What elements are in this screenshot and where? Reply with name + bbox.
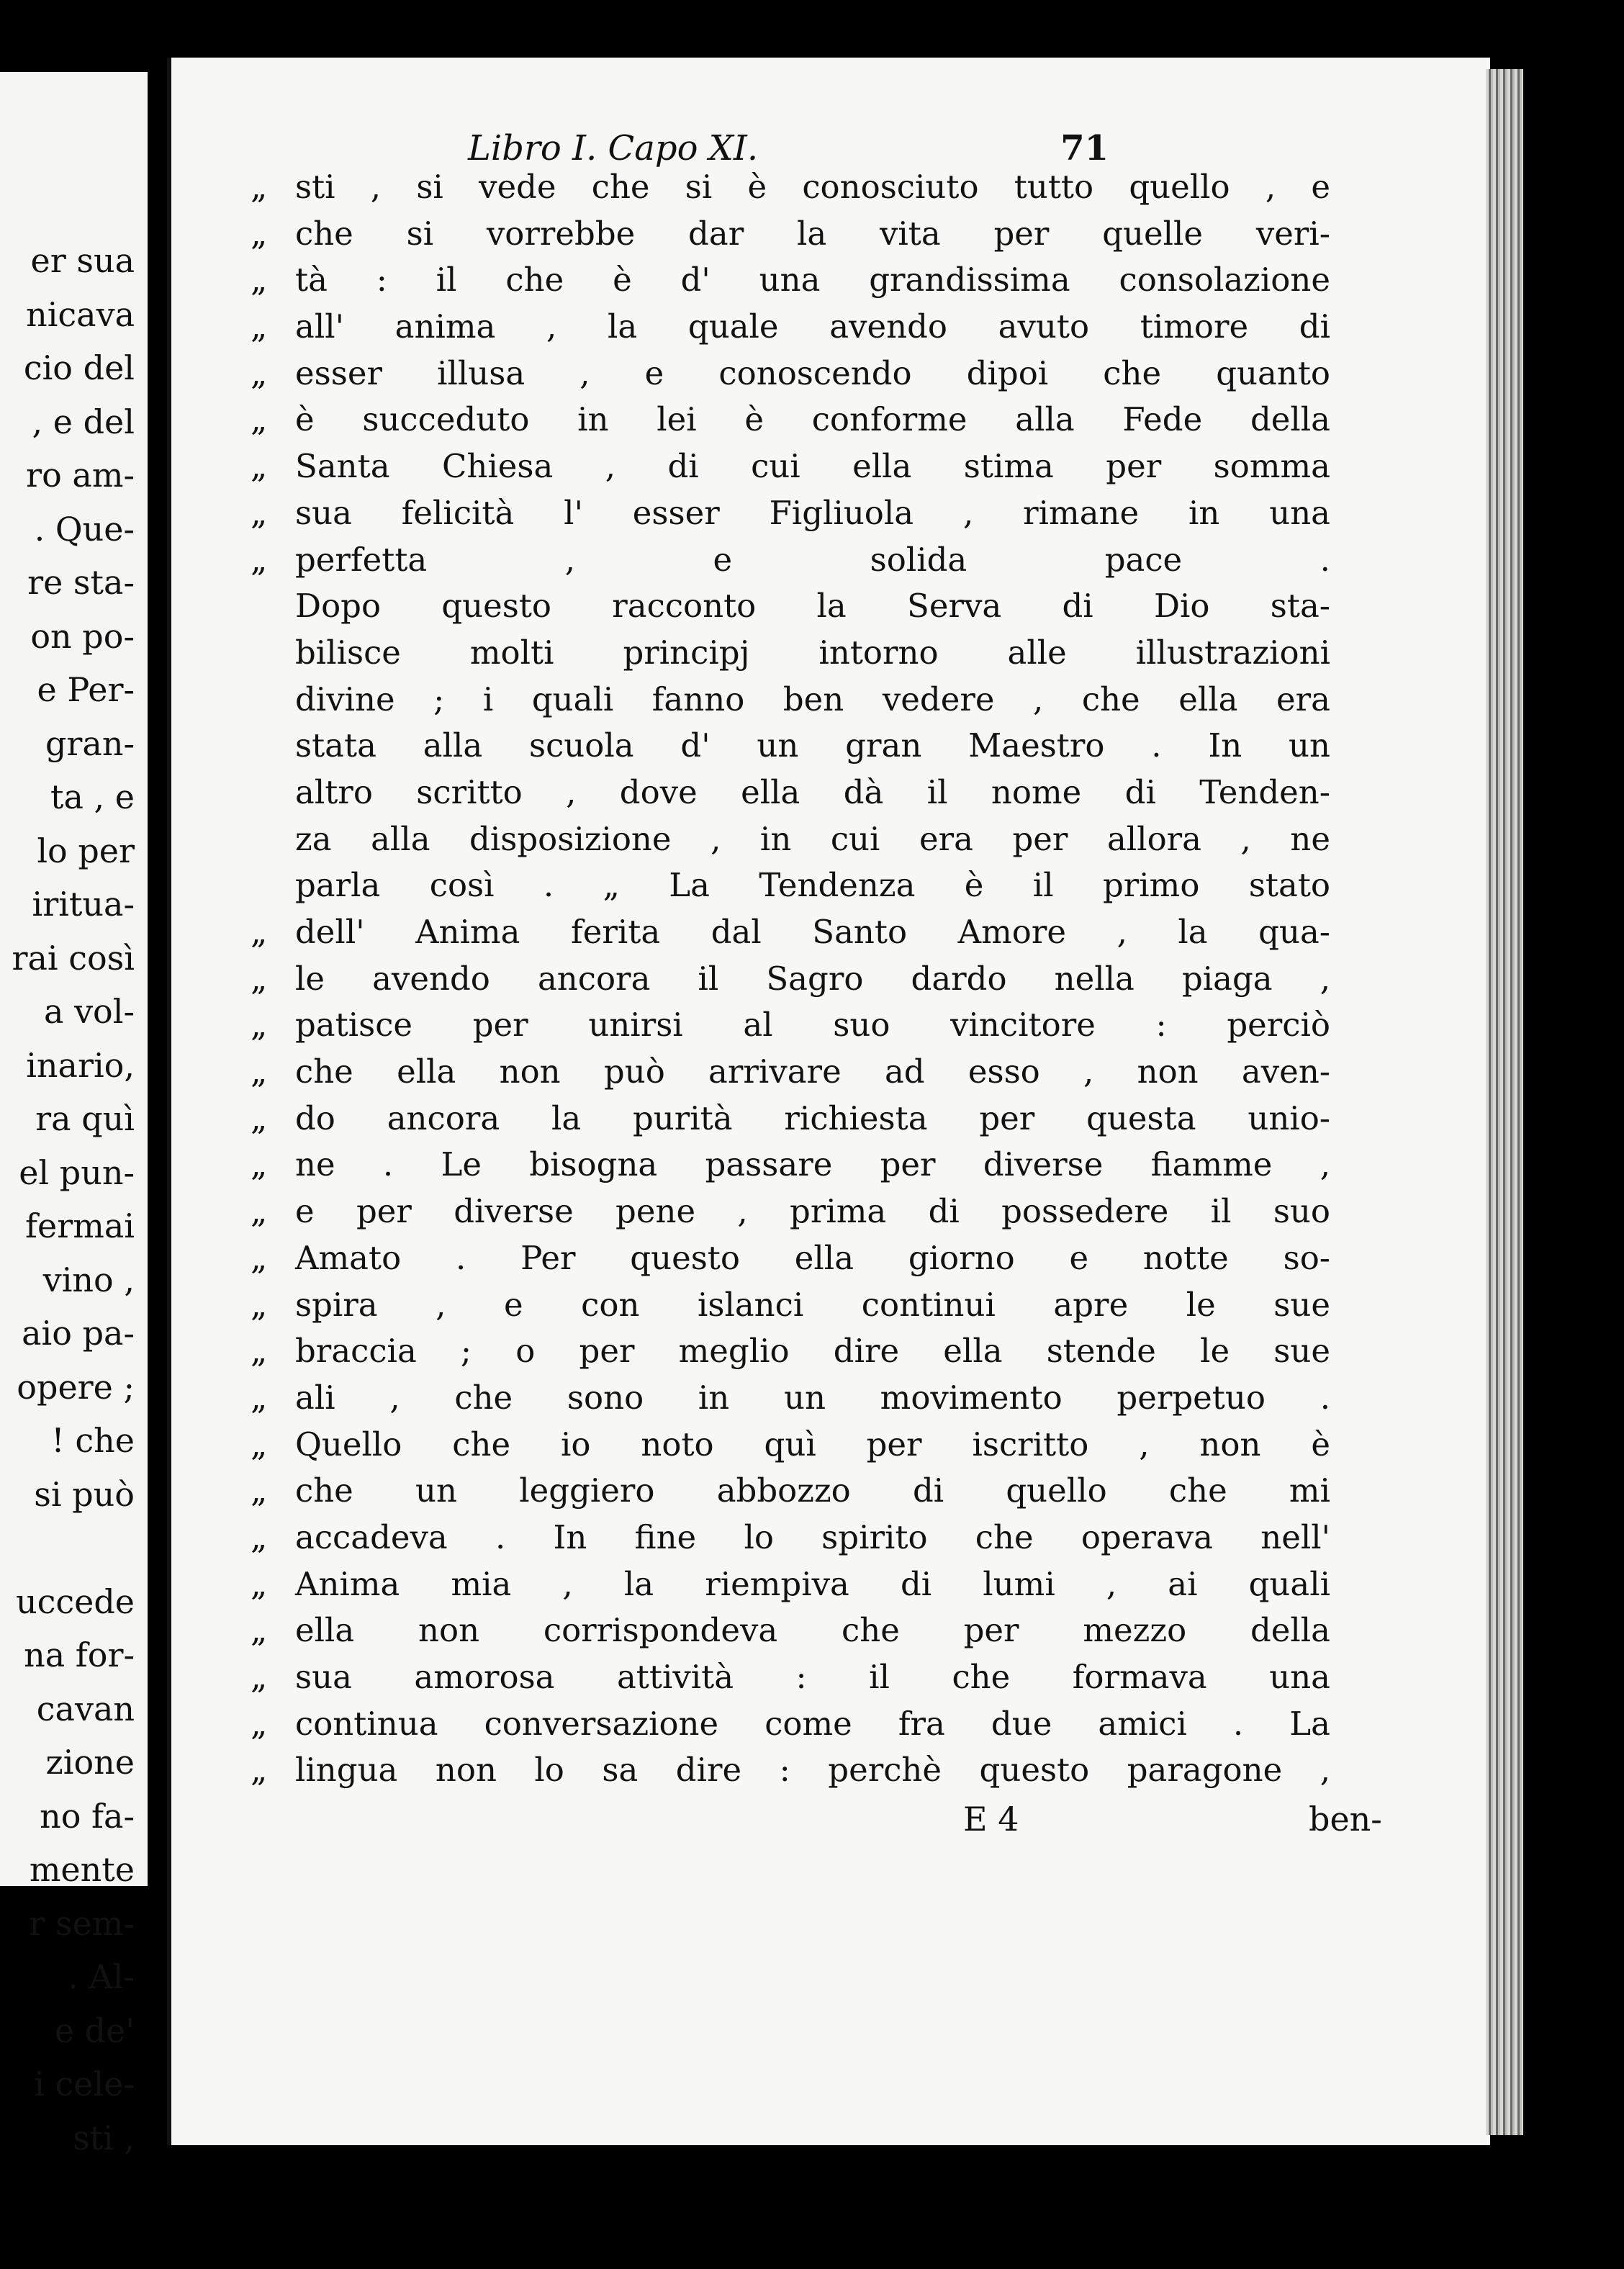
text-line: [251, 1235, 1330, 1282]
quote-mark: [251, 816, 295, 863]
text-line: [251, 1375, 1330, 1422]
text-line: [251, 537, 1330, 584]
quote-mark: „: [251, 1099, 268, 1137]
left-page-line: rai così: [12, 938, 135, 978]
text-line: [251, 211, 1330, 258]
left-page-line: ! che: [51, 1421, 135, 1460]
text-line: [251, 1188, 1330, 1235]
text-line: [251, 1049, 1330, 1096]
quote-mark: „: [251, 493, 268, 532]
quote-mark: „: [251, 1517, 268, 1556]
text-line: [251, 304, 1330, 351]
quote-mark: „: [251, 307, 268, 346]
line-text: e per diverse pene , prima di possedere il suo: [295, 1192, 1330, 1231]
left-page-line: cio del: [23, 348, 135, 387]
left-page-line: [0, 1521, 148, 1575]
left-page-line: mente: [29, 1850, 135, 1889]
text-line: [251, 1282, 1330, 1329]
left-page-line: e de': [54, 2011, 135, 2050]
line-text: parla così . „ La Tendenza è il primo stato: [295, 866, 1330, 905]
line-text: che ella non può arrivare ad esso , non aven-: [295, 1052, 1330, 1091]
quote-mark: „: [251, 1145, 268, 1184]
text-line: [251, 862, 1330, 909]
line-text: Quello che io noto quì per iscritto , non è: [295, 1425, 1330, 1463]
quote-mark: „: [251, 1052, 268, 1091]
line-text: ne . Le bisogna passare per diverse fiamme ,: [295, 1145, 1330, 1184]
left-page-line: zione: [45, 1743, 135, 1782]
line-text: stata alla scuola d' un gran Maestro . In un: [295, 726, 1330, 765]
quote-mark: „: [251, 1192, 268, 1231]
left-page-line: no fa-: [40, 1796, 135, 1836]
left-page-line: uccede: [15, 1582, 135, 1621]
left-page-line: ta , e: [50, 777, 135, 816]
left-page-line: na for-: [24, 1636, 135, 1674]
quote-mark: „: [251, 1332, 268, 1371]
quote-mark: „: [251, 261, 268, 299]
text-line: [251, 1002, 1330, 1049]
line-text: patisce per unirsi al suo vincitore : perciò: [295, 1006, 1330, 1045]
text-line: [251, 1701, 1330, 1748]
text-line: [251, 443, 1330, 490]
left-page-line: sti ,: [72, 2118, 135, 2157]
left-page-line: , e del: [32, 402, 135, 441]
left-page-line: er sua: [30, 241, 135, 280]
quote-mark: „: [251, 1564, 268, 1603]
quote-mark: [251, 677, 295, 723]
text-line: [251, 164, 1330, 211]
quote-mark: [251, 583, 295, 630]
left-page-line: ro am-: [26, 456, 135, 495]
quote-mark: „: [251, 1751, 268, 1790]
left-page-line: el pun-: [19, 1152, 135, 1192]
left-page-line: r sem-: [29, 1903, 135, 1943]
left-page-line: vino ,: [42, 1260, 135, 1299]
text-line: [251, 816, 1330, 863]
line-text: braccia ; o per meglio dire ella stende le sue: [295, 1332, 1330, 1371]
line-text: che un leggiero abbozzo di quello che mi: [295, 1471, 1330, 1510]
quote-mark: „: [251, 913, 268, 951]
quote-mark: „: [251, 353, 268, 392]
left-page-line: on po-: [30, 616, 135, 656]
quote-mark: „: [251, 1425, 268, 1463]
line-text: accadeva . In fine lo spirito che operava nell': [295, 1517, 1330, 1556]
left-page-line: iritua-: [32, 885, 135, 924]
text-line: [251, 351, 1330, 397]
page-footer: [251, 1800, 1382, 1850]
line-text: tà : il che è d' una grandissima consolazione: [295, 261, 1330, 299]
left-page-line: a vol-: [44, 992, 135, 1031]
line-text: che si vorrebbe dar la vita per quelle veri-: [295, 214, 1330, 253]
line-text: Amato . Per questo ella giorno e notte so-: [295, 1238, 1330, 1277]
line-text: è succeduto in lei è conforme alla Fede della: [295, 400, 1330, 439]
line-text: Santa Chiesa , di cui ella stima per somma: [295, 447, 1330, 486]
text-line: [251, 630, 1330, 677]
page-edge: [1486, 69, 1523, 2135]
left-page-line: opere ;: [17, 1367, 135, 1407]
quote-mark: „: [251, 214, 268, 253]
left-page-line: . Que-: [34, 509, 135, 549]
text-line: [251, 1561, 1330, 1608]
quote-mark: „: [251, 959, 268, 998]
line-text: esser illusa , e conoscendo dipoi che quanto: [295, 353, 1330, 392]
text-line: [251, 1747, 1330, 1794]
quote-mark: „: [251, 1285, 268, 1324]
line-text: sua amorosa attività : il che formava una: [295, 1658, 1330, 1696]
text-line: [251, 1654, 1330, 1701]
quote-mark: „: [251, 1238, 268, 1277]
left-page-line: si può: [34, 1474, 135, 1514]
quote-mark: [251, 630, 295, 677]
text-line: [251, 723, 1330, 770]
text-line: [251, 1328, 1330, 1375]
left-page-line: aio pa-: [22, 1314, 135, 1353]
quote-mark: „: [251, 447, 268, 486]
text-line: [251, 583, 1330, 630]
text-line: [251, 1422, 1330, 1469]
left-page-line: gran-: [45, 723, 135, 763]
line-text: divine ; i quali fanno ben vedere , che ella era: [295, 680, 1330, 718]
line-text: spira , e con islanci continui apre le sue: [295, 1285, 1330, 1324]
text-line: [251, 1607, 1330, 1654]
left-page-line: re sta-: [27, 563, 135, 602]
line-text: le avendo ancora il Sagro dardo nella piaga ,: [295, 959, 1330, 998]
line-text: do ancora la purità richiesta per questa unio-: [295, 1099, 1330, 1137]
left-page-line: cavan: [36, 1689, 135, 1728]
left-page-line: . Al-: [68, 1957, 135, 1996]
quote-mark: „: [251, 1658, 268, 1696]
line-text: dell' Anima ferita dal Santo Amore , la qua-: [295, 913, 1330, 951]
left-page-line: nicava: [26, 294, 135, 334]
quote-mark: „: [251, 400, 268, 439]
text-line: [251, 677, 1330, 723]
running-title: Libro I. Capo XI.: [468, 128, 759, 168]
page-number: 71: [1060, 128, 1109, 168]
line-text: all' anima , la quale avendo avuto timore di: [295, 307, 1330, 346]
quote-mark: „: [251, 1378, 268, 1417]
quote-mark: „: [251, 540, 268, 579]
line-text: perfetta , e solida pace .: [295, 540, 1330, 579]
line-text: continua conversazione come fra due amici . La: [295, 1704, 1330, 1743]
quote-mark: [251, 862, 295, 909]
line-text: ella non corrispondeva che per mezzo della: [295, 1611, 1330, 1650]
quote-mark: [251, 723, 295, 770]
text-line: [251, 490, 1330, 537]
signature-mark: E 4: [963, 1800, 1019, 1839]
left-page-line: e Per-: [37, 670, 135, 709]
quote-mark: „: [251, 1704, 268, 1743]
line-text: lingua non lo sa dire : perchè questo paragone ,: [295, 1751, 1330, 1790]
quote-mark: „: [251, 1006, 268, 1045]
line-text: za alla disposizione , in cui era per allora , ne: [295, 819, 1330, 858]
text-line: [251, 257, 1330, 304]
text-line: [251, 956, 1330, 1003]
left-page-line: ra quì: [35, 1099, 135, 1138]
line-text: bilisce molti principj intorno alle illustrazioni: [295, 633, 1330, 672]
left-page-line: lo per: [37, 831, 135, 870]
quote-mark: [251, 770, 295, 816]
body-text: [251, 164, 1330, 1794]
line-text: altro scritto , dove ella dà il nome di Tenden-: [295, 772, 1330, 811]
line-text: Anima mia , la riempiva di lumi , ai quali: [295, 1564, 1330, 1603]
left-page-line: fermai: [25, 1206, 135, 1245]
left-page-line: inario,: [26, 1045, 135, 1085]
left-page-line: i cele-: [34, 2065, 135, 2103]
text-line: [251, 1468, 1330, 1515]
quote-mark: „: [251, 1471, 268, 1510]
line-text: sti , si vede che si è conosciuto tutto quello , e: [295, 168, 1330, 206]
line-text: Dopo questo racconto la Serva di Dio sta-: [295, 587, 1330, 626]
text-line: [251, 909, 1330, 956]
quote-mark: „: [251, 1611, 268, 1650]
text-line: [251, 1515, 1330, 1561]
left-page-text: [0, 234, 148, 2165]
text-line: [251, 1096, 1330, 1142]
text-line: [251, 1142, 1330, 1188]
left-page-fragment: [0, 72, 148, 2157]
text-line: [251, 397, 1330, 443]
catchword: ben-: [1309, 1800, 1382, 1839]
quote-mark: „: [251, 168, 268, 206]
line-text: ali , che sono in un movimento perpetuo .: [295, 1378, 1330, 1417]
line-text: sua felicità l' esser Figliuola , rimane in una: [295, 493, 1330, 532]
text-line: [251, 770, 1330, 816]
